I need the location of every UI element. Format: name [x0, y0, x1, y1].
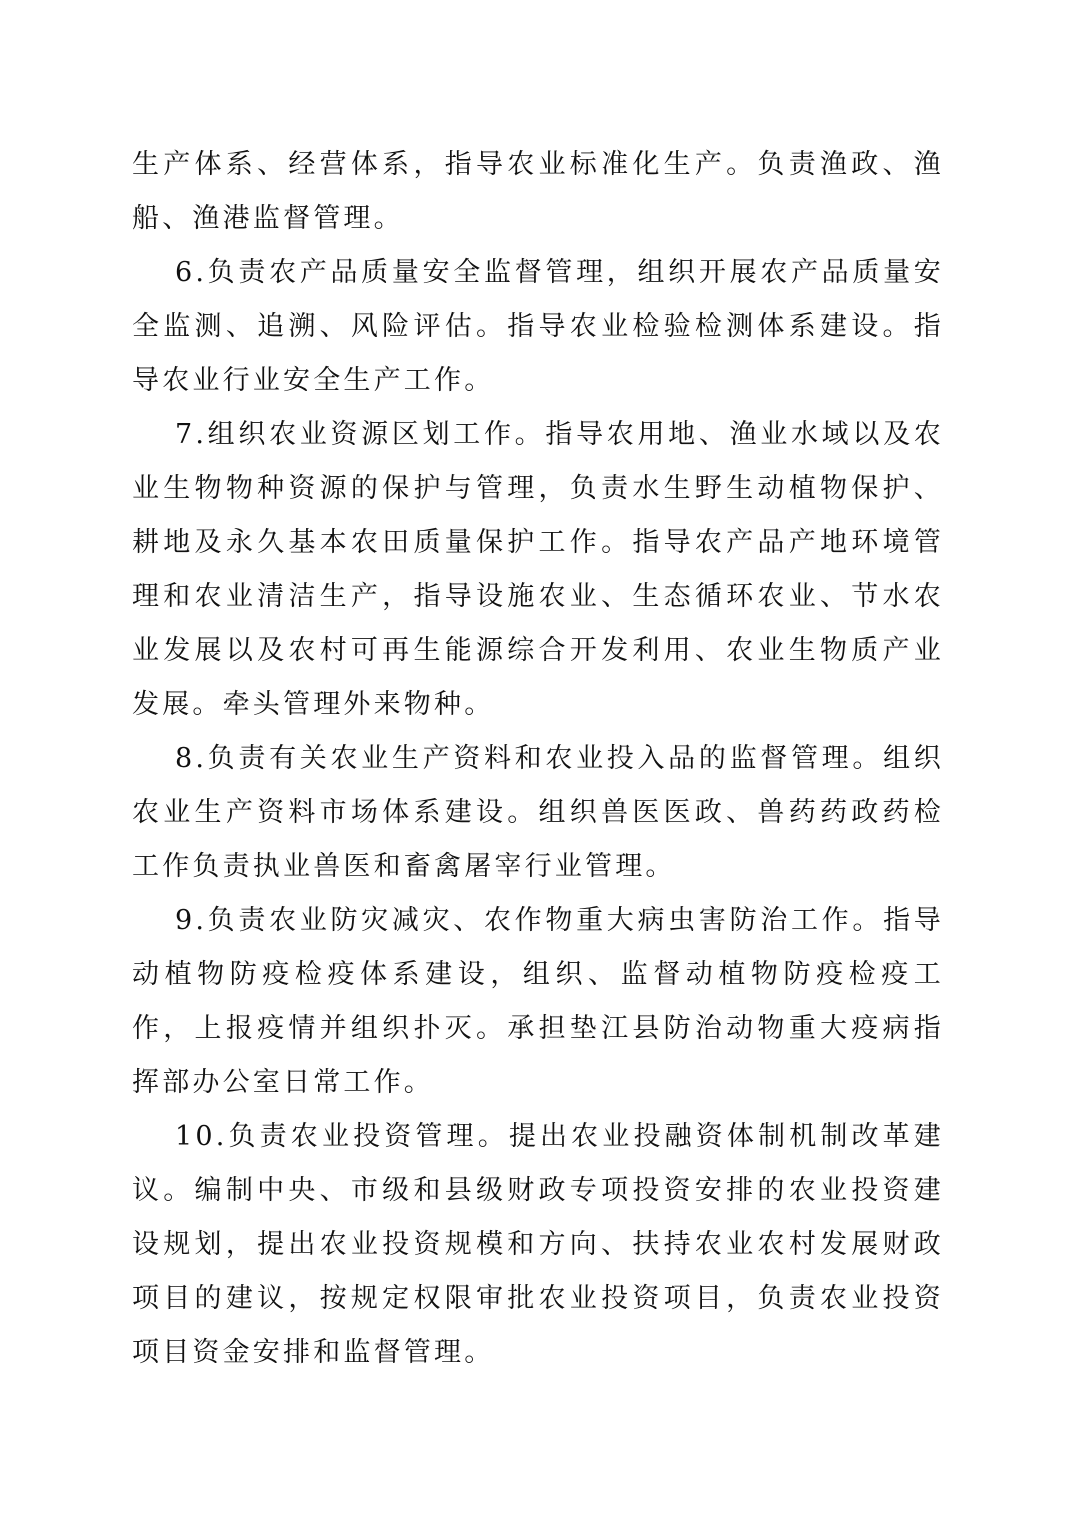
paragraph-item-7: 7.组织农业资源区划工作。指导农用地、渔业水域以及农业生物物种资源的保护与管理，负责水生野生动植物保护、耕地及永久基本农田质量保护工作。指导农产品产地环境管理和农业清洁生产，指导设施农业、生态循环农业、节水农业发展以及农村可再生能源综合开发利用、农业生物质产业发展。牵头管理外来物种。: [132, 419, 944, 720]
document-page: [132, 138, 944, 1380]
paragraph-continuation: 生产体系、经营体系，指导农业标准化生产。负责渔政、渔船、渔港监督管理。: [132, 149, 944, 234]
paragraph-item-9: 9.负责农业防灾减灾、农作物重大病虫害防治工作。指导动植物防疫检疫体系建设，组织、监督动植物防疫检疫工作，上报疫情并组织扑灭。承担垫江县防治动物重大疫病指挥部办公室日常工作。: [132, 905, 944, 1098]
paragraph-item-6: 6.负责农产品质量安全监督管理，组织开展农产品质量安全监测、追溯、风险评估。指导农业检验检测体系建设。指导农业行业安全生产工作。: [132, 257, 944, 396]
paragraph-item-10: 10.负责农业投资管理。提出农业投融资体制机制改革建议。编制中央、市级和县级财政专项投资安排的农业投资建设规划，提出农业投资规模和方向、扶持农业农村发展财政项目的建议，按规定权限审批农业投资项目，负责农业投资项目资金安排和监督管理。: [132, 1121, 944, 1368]
paragraph-item-8: 8.负责有关农业生产资料和农业投入品的监督管理。组织农业生产资料市场体系建设。组织兽医医政、兽药药政药检工作负责执业兽医和畜禽屠宰行业管理。: [132, 743, 944, 882]
